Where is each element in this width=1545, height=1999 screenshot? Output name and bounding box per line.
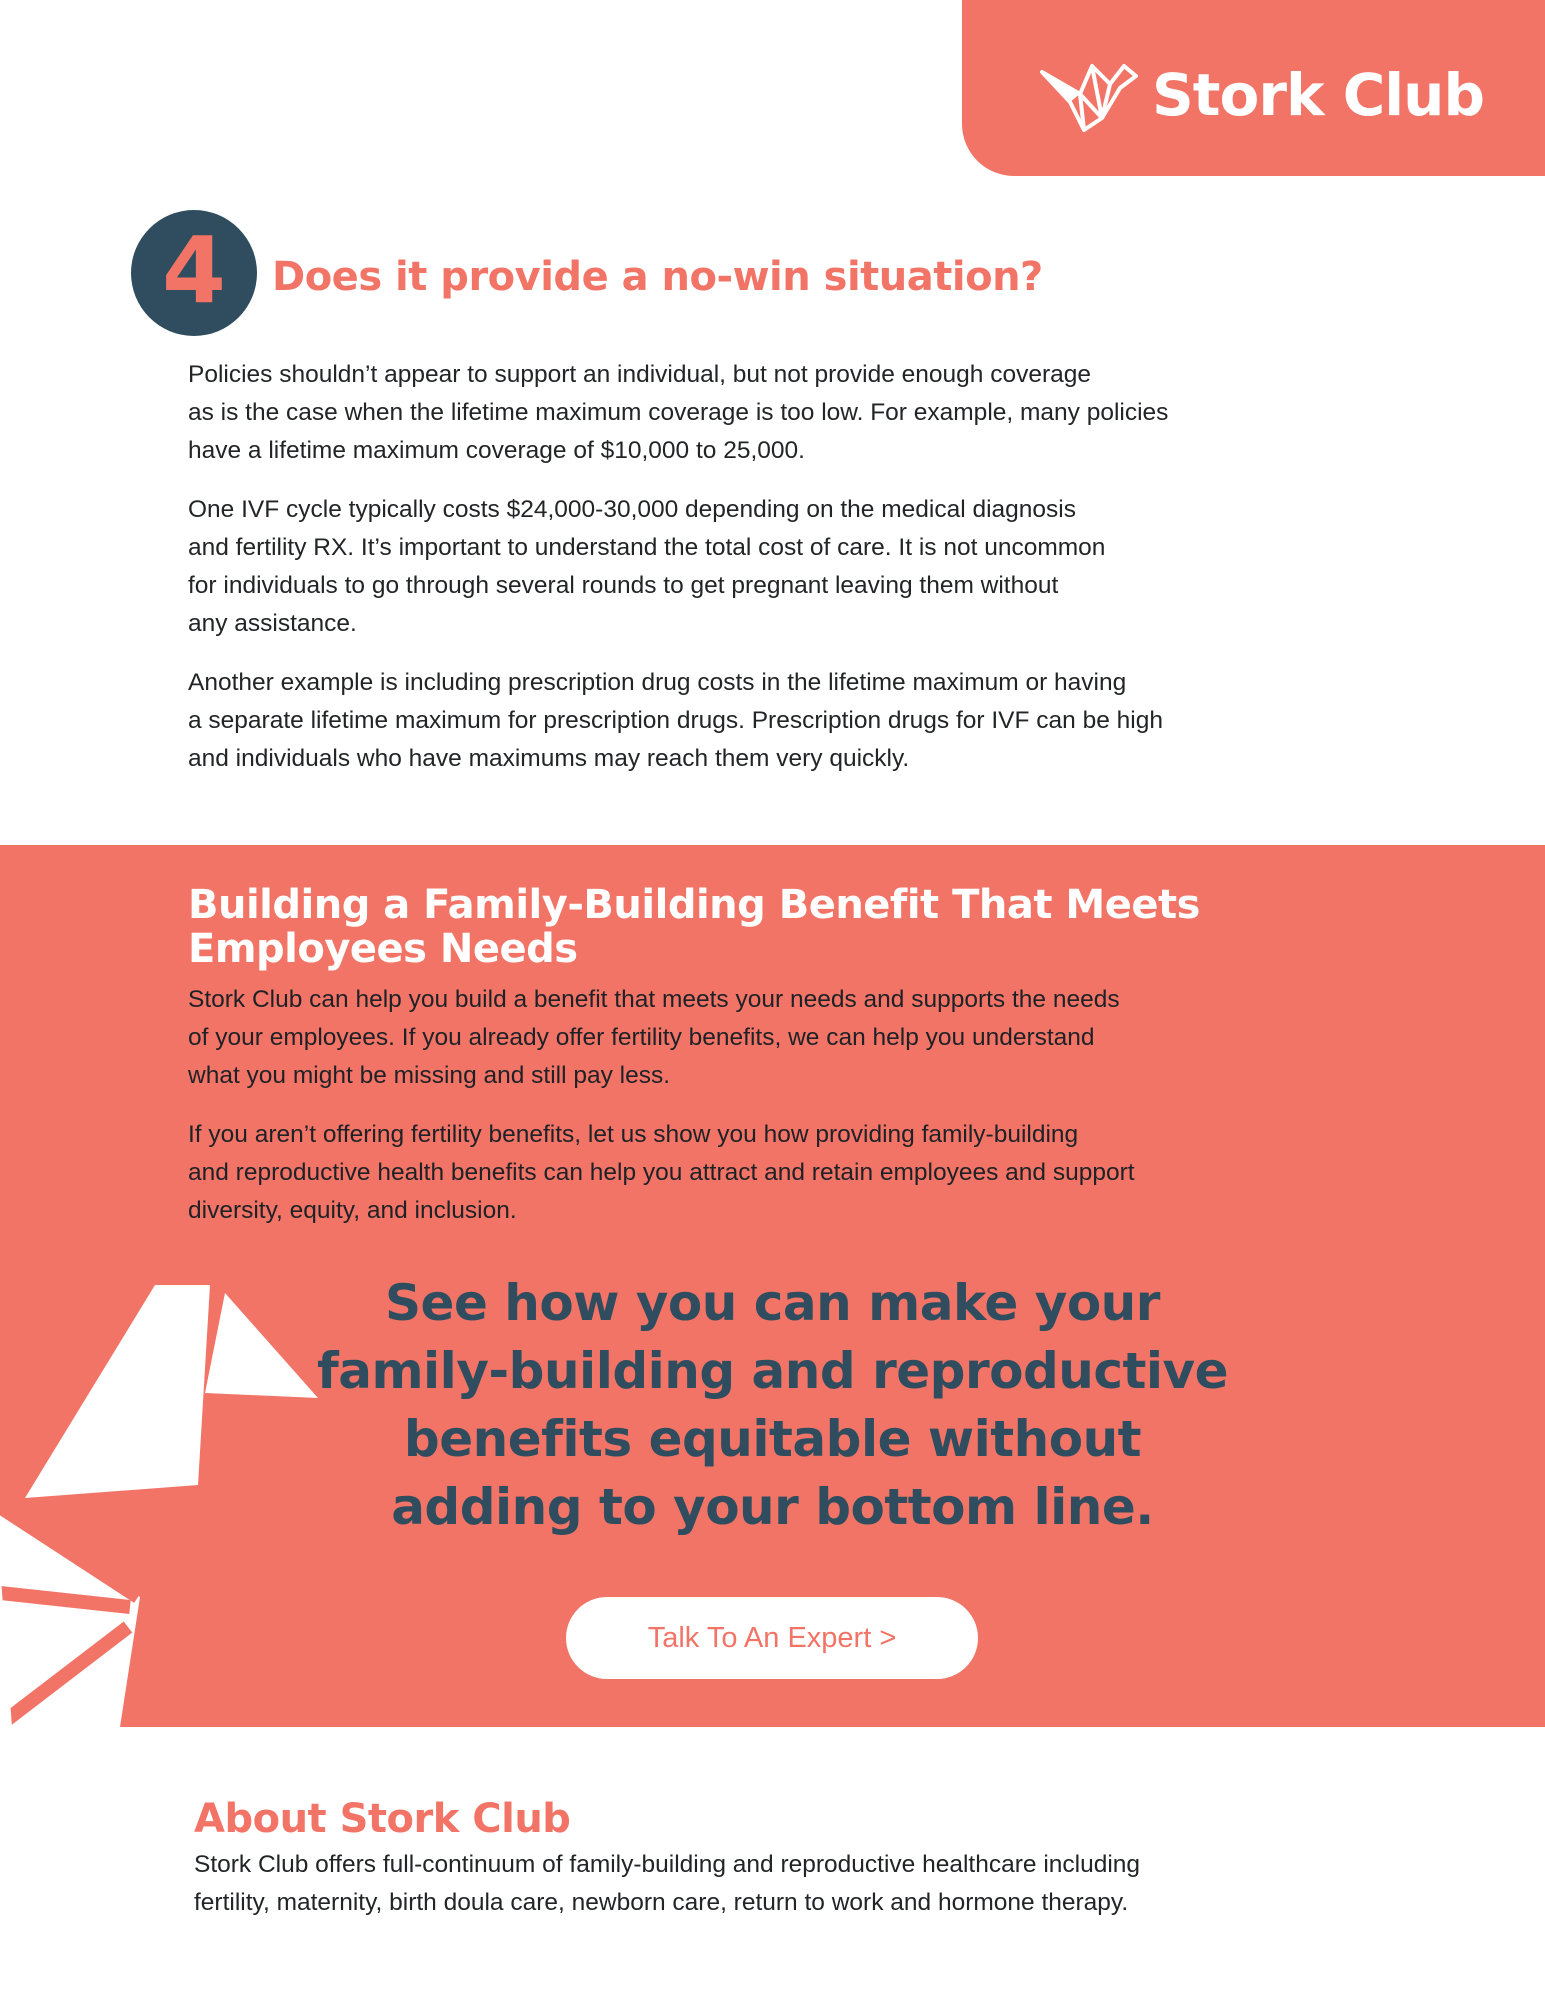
text-line: Stork Club can help you build a benefit that meets your needs and supports the needs bbox=[188, 986, 1120, 1013]
brand-name: Stork Club bbox=[1152, 61, 1484, 129]
text-line: If you aren’t offering fertility benefits, let us show you how providing family-building bbox=[188, 1121, 1079, 1148]
section-body bbox=[188, 356, 1388, 799]
text-line: what you might be missing and still pay less. bbox=[188, 1062, 671, 1089]
section-number-badge bbox=[131, 210, 257, 336]
text-line: a separate lifetime maximum for prescription drugs. Prescription drugs for IVF can be high bbox=[188, 707, 1163, 734]
crane-decoration-icon bbox=[0, 845, 330, 1727]
about-heading: About Stork Club bbox=[194, 1796, 571, 1842]
cta-line: See how you can make your bbox=[385, 1274, 1160, 1332]
cta-headline bbox=[300, 1269, 1245, 1541]
heading-line: Employees Needs bbox=[188, 926, 578, 972]
text-line: any assistance. bbox=[188, 610, 357, 637]
section-paragraph bbox=[188, 664, 1388, 778]
section-paragraph bbox=[188, 356, 1388, 470]
section-paragraph bbox=[188, 491, 1388, 643]
benefit-paragraph bbox=[188, 1116, 1388, 1230]
text-line: have a lifetime maximum coverage of $10,000 to 25,000. bbox=[188, 437, 805, 464]
text-line: as is the case when the lifetime maximum coverage is too low. For example, many policies bbox=[188, 399, 1169, 426]
text-line: One IVF cycle typically costs $24,000-30,000 depending on the medical diagnosis bbox=[188, 496, 1076, 523]
text-line: fertility, maternity, birth doula care, newborn care, return to work and hormone therapy. bbox=[194, 1889, 1129, 1916]
cta-line: benefits equitable without bbox=[403, 1410, 1142, 1468]
benefit-body bbox=[188, 981, 1388, 1251]
benefit-paragraph bbox=[188, 981, 1388, 1095]
heading-line: Building a Family-Building Benefit That Meets bbox=[188, 882, 1200, 928]
section-heading: Does it provide a no-win situation? bbox=[272, 254, 1043, 300]
text-line: Another example is including prescription drug costs in the lifetime maximum or having bbox=[188, 669, 1127, 696]
benefit-heading bbox=[188, 883, 1200, 971]
header-logo-tab bbox=[962, 0, 1545, 176]
about-paragraph bbox=[194, 1846, 1444, 1922]
cta-line: family-building and reproductive bbox=[316, 1342, 1229, 1400]
section-number: 4 bbox=[161, 217, 226, 324]
text-line: and fertility RX. It’s important to understand the total cost of care. It is not uncommon bbox=[188, 534, 1106, 561]
text-line: and reproductive health benefits can help you attract and retain employees and support bbox=[188, 1159, 1135, 1186]
text-line: Policies shouldn’t appear to support an individual, but not provide enough coverage bbox=[188, 361, 1092, 388]
text-line: Stork Club offers full-continuum of family-building and reproductive healthcare including bbox=[194, 1851, 1141, 1878]
about-body bbox=[194, 1846, 1444, 1943]
origami-crane-icon bbox=[1040, 60, 1140, 134]
text-line: of your employees. If you already offer fertility benefits, we can help you understand bbox=[188, 1024, 1095, 1051]
talk-to-expert-button[interactable]: Talk To An Expert > bbox=[566, 1597, 978, 1679]
text-line: diversity, equity, and inclusion. bbox=[188, 1197, 517, 1224]
cta-line: adding to your bottom line. bbox=[391, 1478, 1154, 1536]
benefit-band bbox=[0, 845, 1545, 1727]
text-line: for individuals to go through several rounds to get pregnant leaving them without bbox=[188, 572, 1059, 599]
text-line: and individuals who have maximums may reach them very quickly. bbox=[188, 745, 910, 772]
